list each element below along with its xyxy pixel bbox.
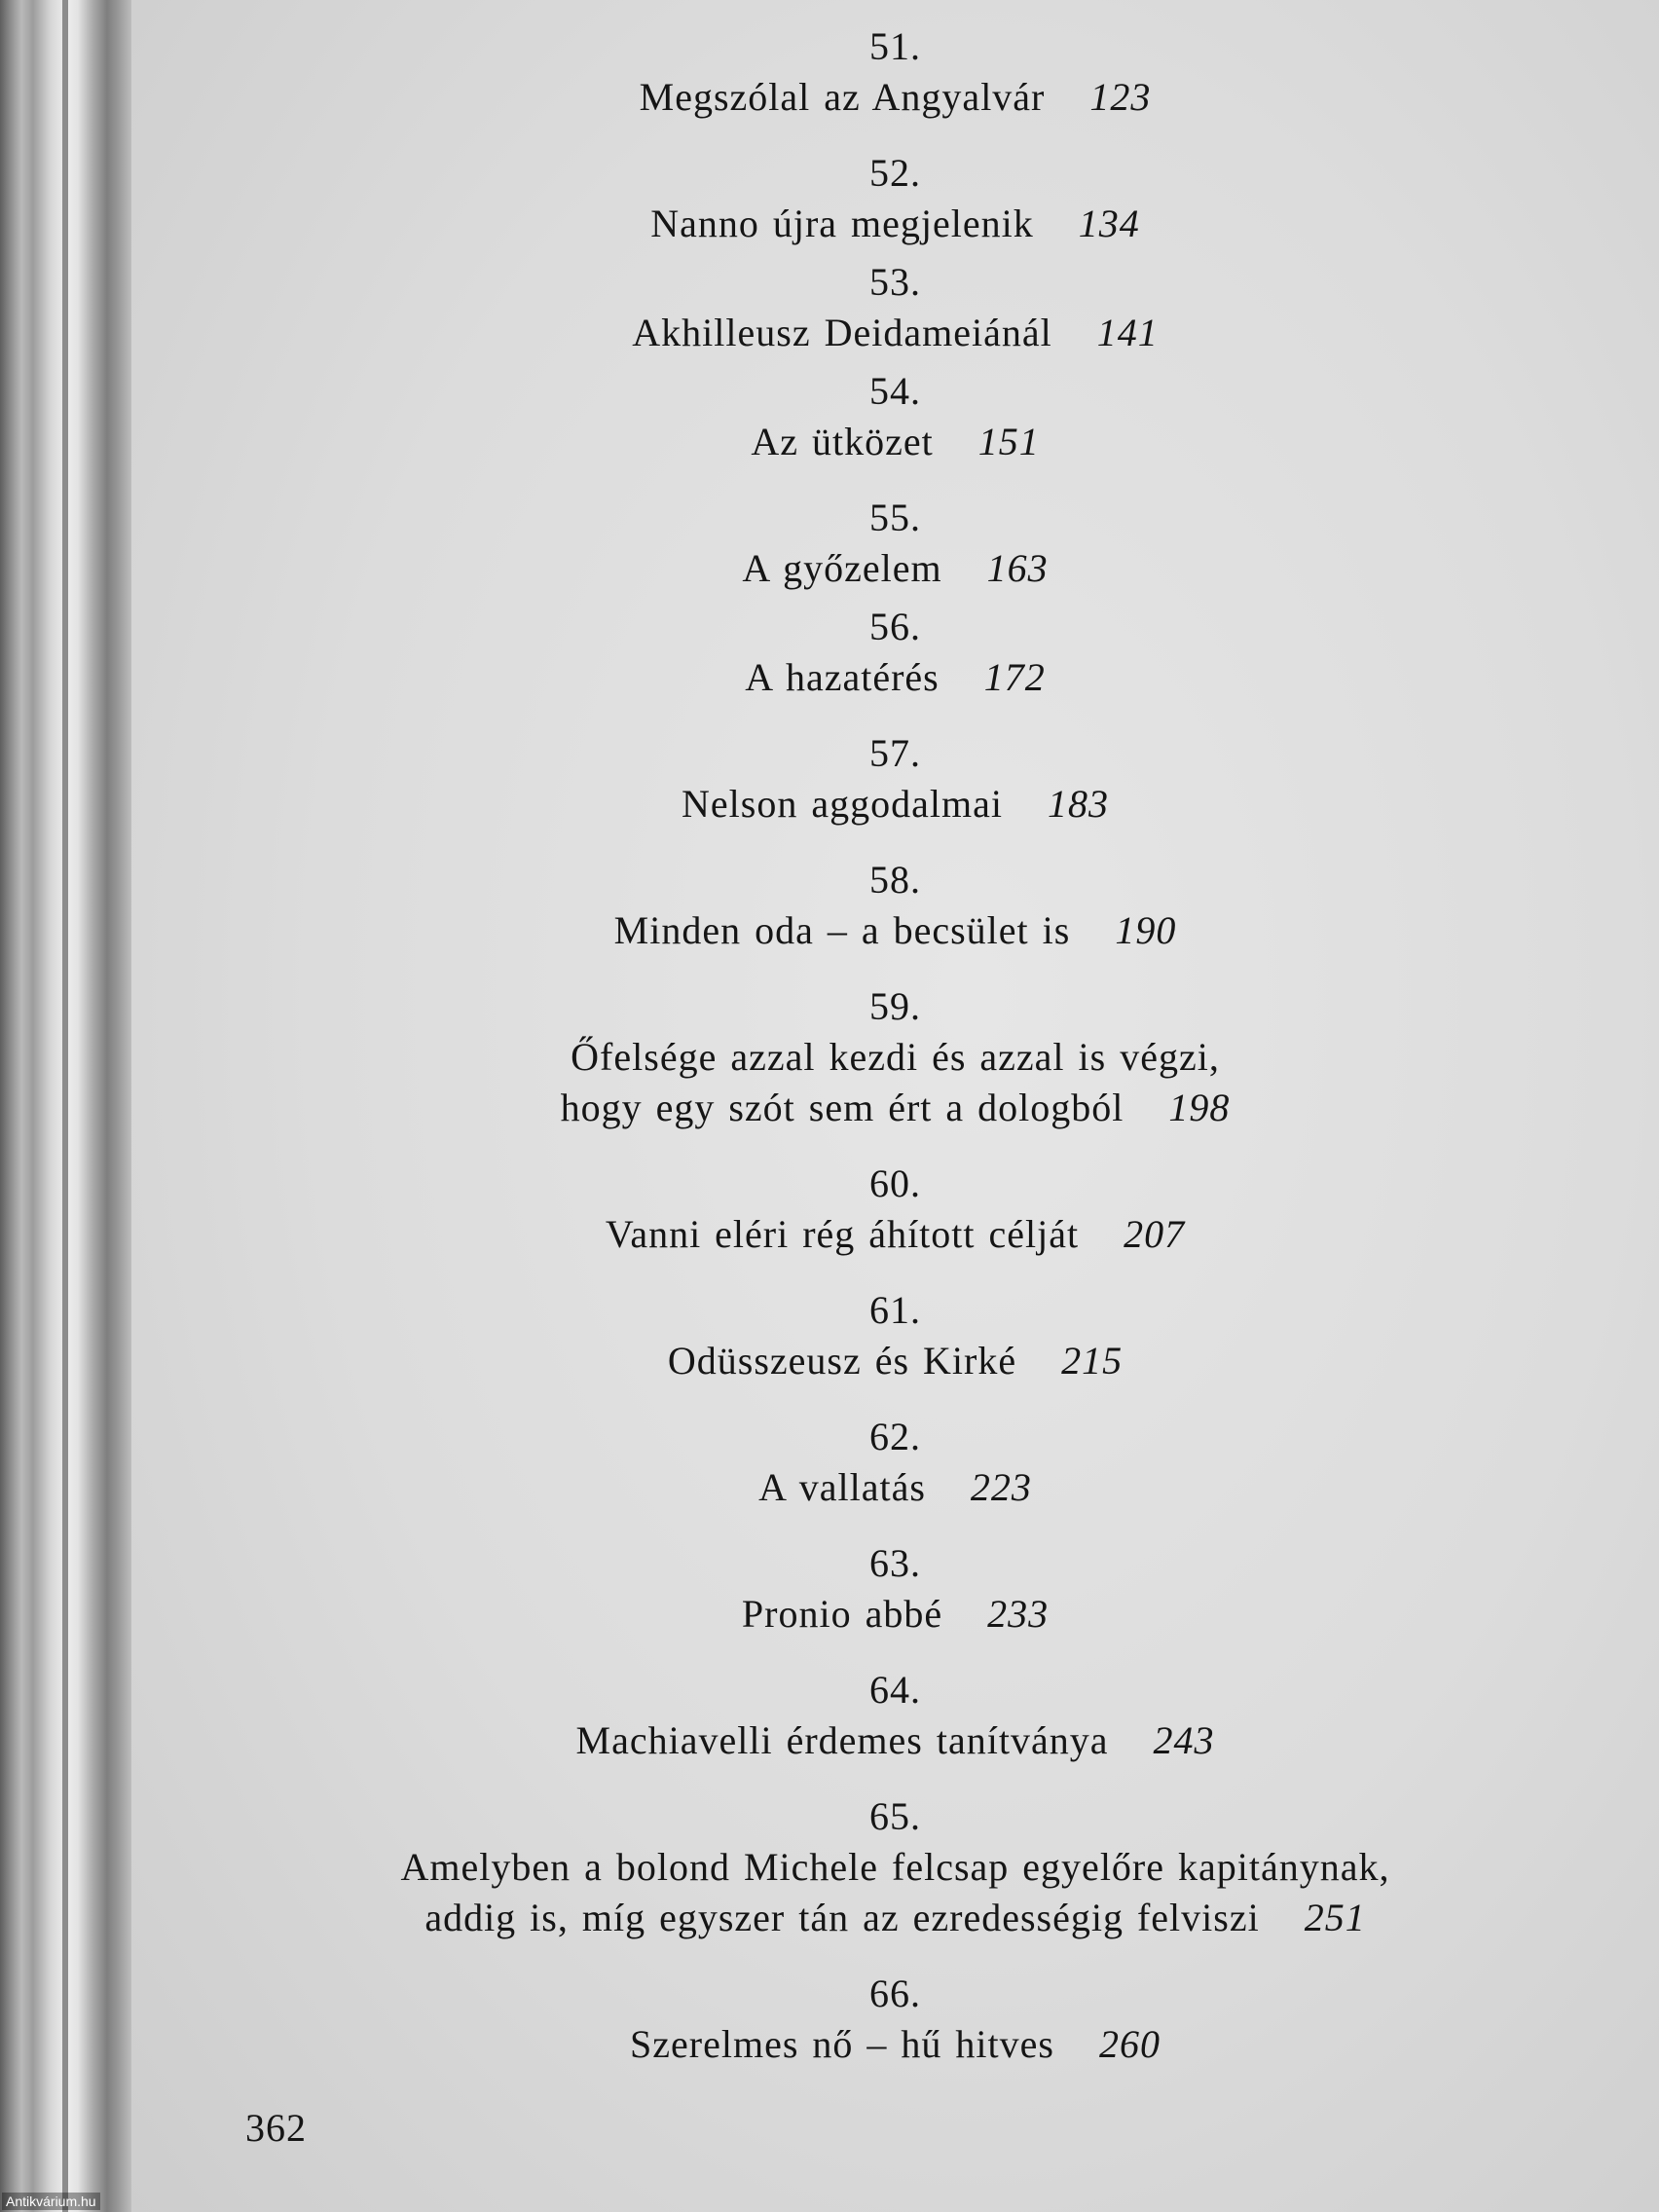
chapter-title [131,1715,1659,1766]
toc-entry-52 [131,148,1659,249]
chapter-number: 51. [869,24,921,68]
chapter-title-line-1: Amelyben a bolond Michele felcsap egyelőre kapitánynak, [400,1845,1390,1889]
toc-entry-60 [131,1159,1659,1260]
chapter-number: 56. [869,605,921,648]
chapter-number: 66. [869,1972,921,2015]
table-of-contents [131,21,1659,2070]
chapter-title-text: addig is, míg egyszer tán az ezredességig felviszi [424,1896,1260,1939]
chapter-page: 134 [1078,202,1140,245]
chapter-title-text: A győzelem [742,546,942,590]
chapter-title [131,1462,1659,1513]
toc-entry-58 [131,855,1659,956]
chapter-page: 215 [1061,1339,1124,1382]
chapter-title [131,199,1659,249]
chapter-page: 151 [977,420,1040,463]
chapter-page: 260 [1098,2022,1161,2066]
chapter-title-text: Odüsszeusz és Kirké [667,1339,1017,1382]
chapter-title-text: A vallatás [758,1465,926,1509]
chapter-title [131,1083,1659,1133]
chapter-page: 172 [983,655,1046,699]
chapter-page: 141 [1096,311,1159,354]
chapter-page: 207 [1124,1212,1186,1256]
chapter-title [131,543,1659,594]
chapter-title-text: Minden oda – a becsület is [613,908,1071,952]
chapter-title [131,1209,1659,1260]
toc-entry-53 [131,257,1659,358]
spine-fold [62,0,68,2212]
chapter-number: 65. [869,1794,921,1838]
chapter-number: 61. [869,1288,921,1332]
toc-entry-61 [131,1285,1659,1386]
chapter-number: 57. [869,731,921,775]
toc-entry-64 [131,1665,1659,1766]
chapter-number: 55. [869,496,921,539]
chapter-title [131,2019,1659,2070]
chapter-title-text: Machiavelli érdemes tanítványa [575,1718,1109,1762]
chapter-number: 60. [869,1161,921,1205]
toc-entry-56 [131,602,1659,703]
book-page [131,0,1659,2212]
chapter-page: 163 [986,546,1049,590]
chapter-title [131,72,1659,123]
toc-entry-51 [131,21,1659,123]
chapter-title-text: Nelson aggodalmai [682,782,1003,826]
chapter-number: 59. [869,984,921,1028]
chapter-number: 63. [869,1541,921,1585]
chapter-title-text: Nanno újra megjelenik [650,202,1034,245]
toc-entry-63 [131,1538,1659,1640]
chapter-page: 243 [1153,1718,1215,1762]
watermark: Antikvárium.hu [2,2193,100,2210]
chapter-number: 54. [869,369,921,413]
chapter-number: 58. [869,858,921,902]
page-number: 362 [245,2106,307,2150]
chapter-number: 62. [869,1415,921,1458]
toc-entry-55 [131,493,1659,594]
chapter-page: 123 [1089,75,1152,119]
chapter-page: 223 [970,1465,1032,1509]
chapter-page: 251 [1304,1896,1366,1939]
chapter-title [131,652,1659,703]
chapter-title [131,779,1659,830]
chapter-number: 53. [869,260,921,304]
chapter-title-text: Vanni eléri rég áhított célját [605,1212,1080,1256]
chapter-title [131,308,1659,358]
chapter-number: 52. [869,151,921,195]
chapter-title [131,1893,1659,1943]
toc-entry-59 [131,981,1659,1133]
chapter-title-text: A hazatérés [745,655,940,699]
chapter-number: 64. [869,1668,921,1712]
toc-entry-57 [131,728,1659,830]
chapter-page: 198 [1168,1086,1231,1129]
chapter-title [131,905,1659,956]
chapter-title-text: hogy egy szót sem ért a dologból [560,1086,1124,1129]
chapter-title [131,1336,1659,1386]
chapter-page: 183 [1047,782,1109,826]
chapter-title-text: Megszólal az Angyalvár [639,75,1046,119]
chapter-title-line-1: Őfelsége azzal kezdi és azzal is végzi, [571,1035,1220,1079]
chapter-title-text: Szerelmes nő – hű hitves [630,2022,1054,2066]
chapter-title-text: Akhilleusz Deidameiánál [632,311,1052,354]
chapter-title [131,1589,1659,1640]
toc-entry-62 [131,1412,1659,1513]
toc-entry-65 [131,1791,1659,1943]
chapter-title-text: Pronio abbé [741,1592,943,1636]
chapter-title [131,417,1659,467]
toc-entry-66 [131,1969,1659,2070]
chapter-page: 233 [987,1592,1050,1636]
chapter-page: 190 [1115,908,1177,952]
chapter-title-text: Az ütközet [751,420,934,463]
toc-entry-54 [131,366,1659,467]
